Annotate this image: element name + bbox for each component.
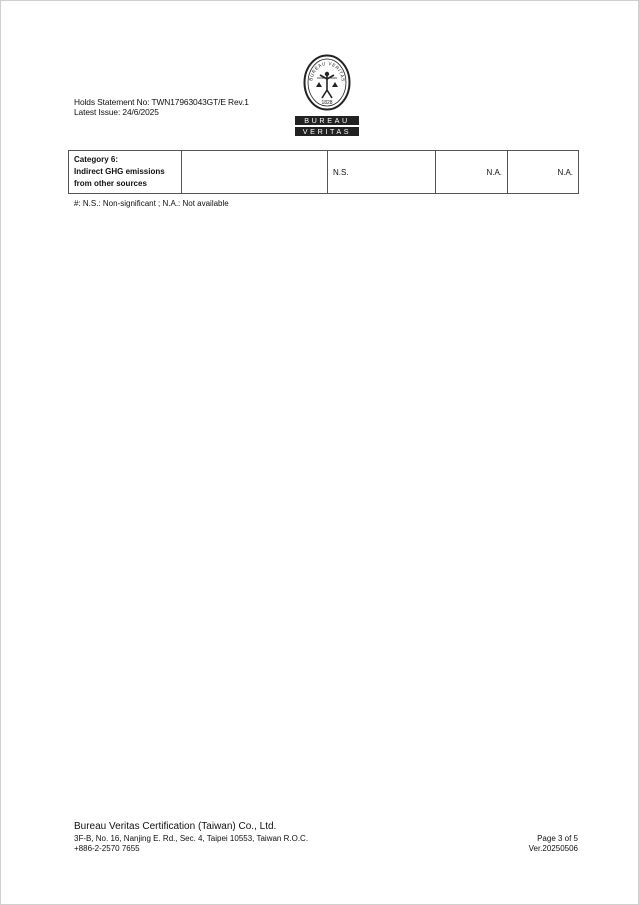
footer-page-info bbox=[529, 834, 578, 854]
statement-number: Holds Statement No: TWN17963043GT/E Rev.1 bbox=[74, 97, 249, 107]
logo-wordmark-bureau: BUREAU bbox=[295, 116, 359, 125]
logo-wordmark-veritas: VERITAS bbox=[295, 127, 359, 136]
category-cell bbox=[69, 151, 182, 194]
header-info bbox=[74, 97, 249, 117]
emissions-table bbox=[68, 150, 579, 194]
table-cell-empty bbox=[182, 151, 328, 194]
table-cell-na: N.A. bbox=[508, 151, 579, 194]
table-cell-na: N.A. bbox=[436, 151, 508, 194]
category-line: Category 6: bbox=[74, 155, 119, 164]
bureau-veritas-seal-icon bbox=[303, 54, 351, 111]
category-line: Indirect GHG emissions bbox=[74, 167, 165, 176]
latest-issue-date: Latest Issue: 24/6/2025 bbox=[74, 107, 159, 117]
page-number: Page 3 of 5 bbox=[537, 834, 578, 843]
table-row bbox=[69, 151, 579, 194]
category-line: from other sources bbox=[74, 179, 147, 188]
svg-text:1828: 1828 bbox=[321, 100, 333, 106]
table-footnote: #: N.S.: Non-significant ; N.A.: Not available bbox=[74, 199, 229, 208]
bureau-veritas-logo bbox=[295, 54, 359, 137]
version: Ver.20250506 bbox=[528, 844, 578, 853]
footer-address: 3F-B, No. 16, Nanjing E. Rd., Sec. 4, Taipei 10553, Taiwan R.O.C. bbox=[74, 834, 309, 843]
svg-text:BUREAU VERITAS: BUREAU VERITAS bbox=[308, 60, 346, 83]
footer-phone: +886-2-2570 7655 bbox=[74, 844, 140, 853]
footer-contact bbox=[74, 834, 308, 854]
footer-company-name: Bureau Veritas Certification (Taiwan) Co., Ltd. bbox=[74, 821, 277, 832]
table-cell-ns: N.S. bbox=[328, 151, 436, 194]
